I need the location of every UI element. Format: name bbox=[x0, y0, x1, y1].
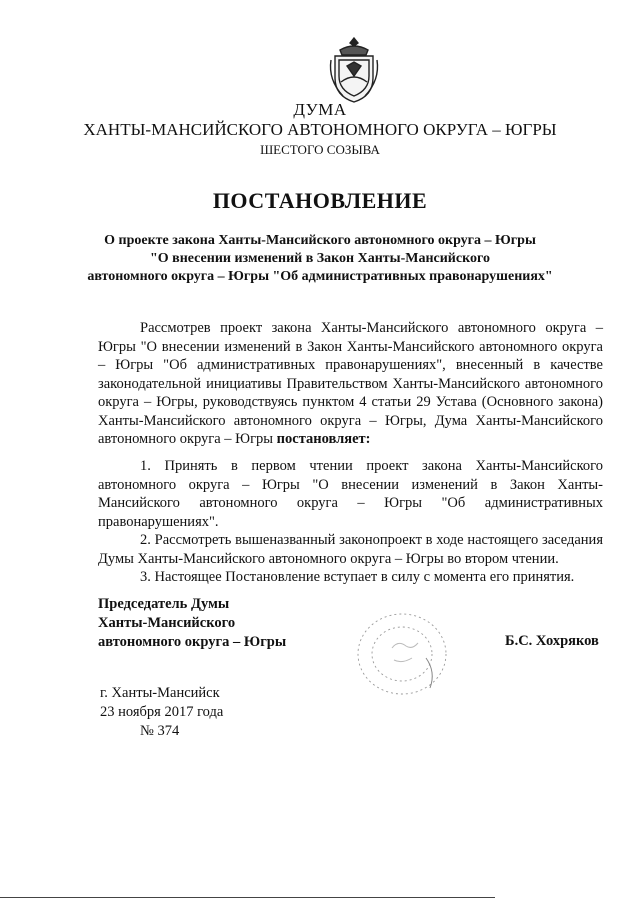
footer-number: № 374 bbox=[140, 723, 180, 739]
resolution-items bbox=[98, 457, 603, 587]
footer-date: 23 ноября 2017 года bbox=[100, 704, 224, 720]
footer-city: г. Ханты-Мансийск bbox=[100, 685, 220, 701]
stamp-icon bbox=[352, 608, 452, 700]
signatory-position-line-2: Ханты-Мансийского bbox=[98, 615, 236, 631]
coat-of-arms-icon bbox=[327, 36, 381, 104]
subject-line-1: О проекте закона Ханты-Мансийского автономного округа – Югры bbox=[104, 233, 536, 248]
document-footer bbox=[100, 684, 223, 741]
subject-line-3: автономного округа – Югры "Об административных правонарушениях" bbox=[87, 269, 553, 284]
header-line-2: ХАНТЫ-МАНСИЙСКОГО АВТОНОМНОГО ОКРУГА – ЮГРЫ bbox=[83, 120, 557, 139]
signatory-position-line-3: автономного округа – Югры bbox=[98, 634, 287, 650]
document-title: ПОСТАНОВЛЕНИЕ bbox=[212, 188, 428, 213]
signatory-position-line-1: Председатель Думы bbox=[98, 596, 230, 612]
page-bottom-divider bbox=[0, 897, 495, 898]
preamble-paragraph bbox=[98, 319, 603, 449]
resolution-item-1: 1. Принять в первом чтении проект закона Ханты-Мансийского автономного округа – Югры "О внесении изменений в Закон Ханты-Мансийского автономного округа – Югры "Об административных правонарушениях". bbox=[98, 458, 603, 530]
subject-line-2: "О внесении изменений в Закон Ханты-Мансийского bbox=[150, 251, 490, 266]
resolution-item-2: 2. Рассмотреть вышеназванный законопроект в ходе настоящего заседания Думы Ханты-Мансийского автономного округа – Югры во втором чтении. bbox=[98, 532, 603, 567]
resolution-item-3: 3. Настоящее Постановление вступает в силу с момента его принятия. bbox=[140, 569, 575, 585]
preamble-text: Рассмотрев проект закона Ханты-Мансийского автономного округа – Югры "О внесении изменений в Закон Ханты-Мансийского автономного округа – Югры "Об административных правонарушениях", внесенный в качестве законодательной инициативы Правительством Ханты-Мансийского автономного округа – Югры, руководствуясь пунктом 4 статьи 29 Устава (Основного закона) Ханты-Мансийского автономного округа – Югры, Дума Ханты-Мансийского автономного округа – Югры bbox=[98, 320, 603, 447]
signatory-position bbox=[98, 595, 286, 652]
resolves-keyword: постановляет: bbox=[276, 431, 371, 447]
header-line-1: ДУМА bbox=[293, 100, 347, 119]
signatory-name: Б.С. Хохряков bbox=[505, 633, 599, 649]
header-line-3: ШЕСТОГО СОЗЫВА bbox=[260, 142, 380, 157]
